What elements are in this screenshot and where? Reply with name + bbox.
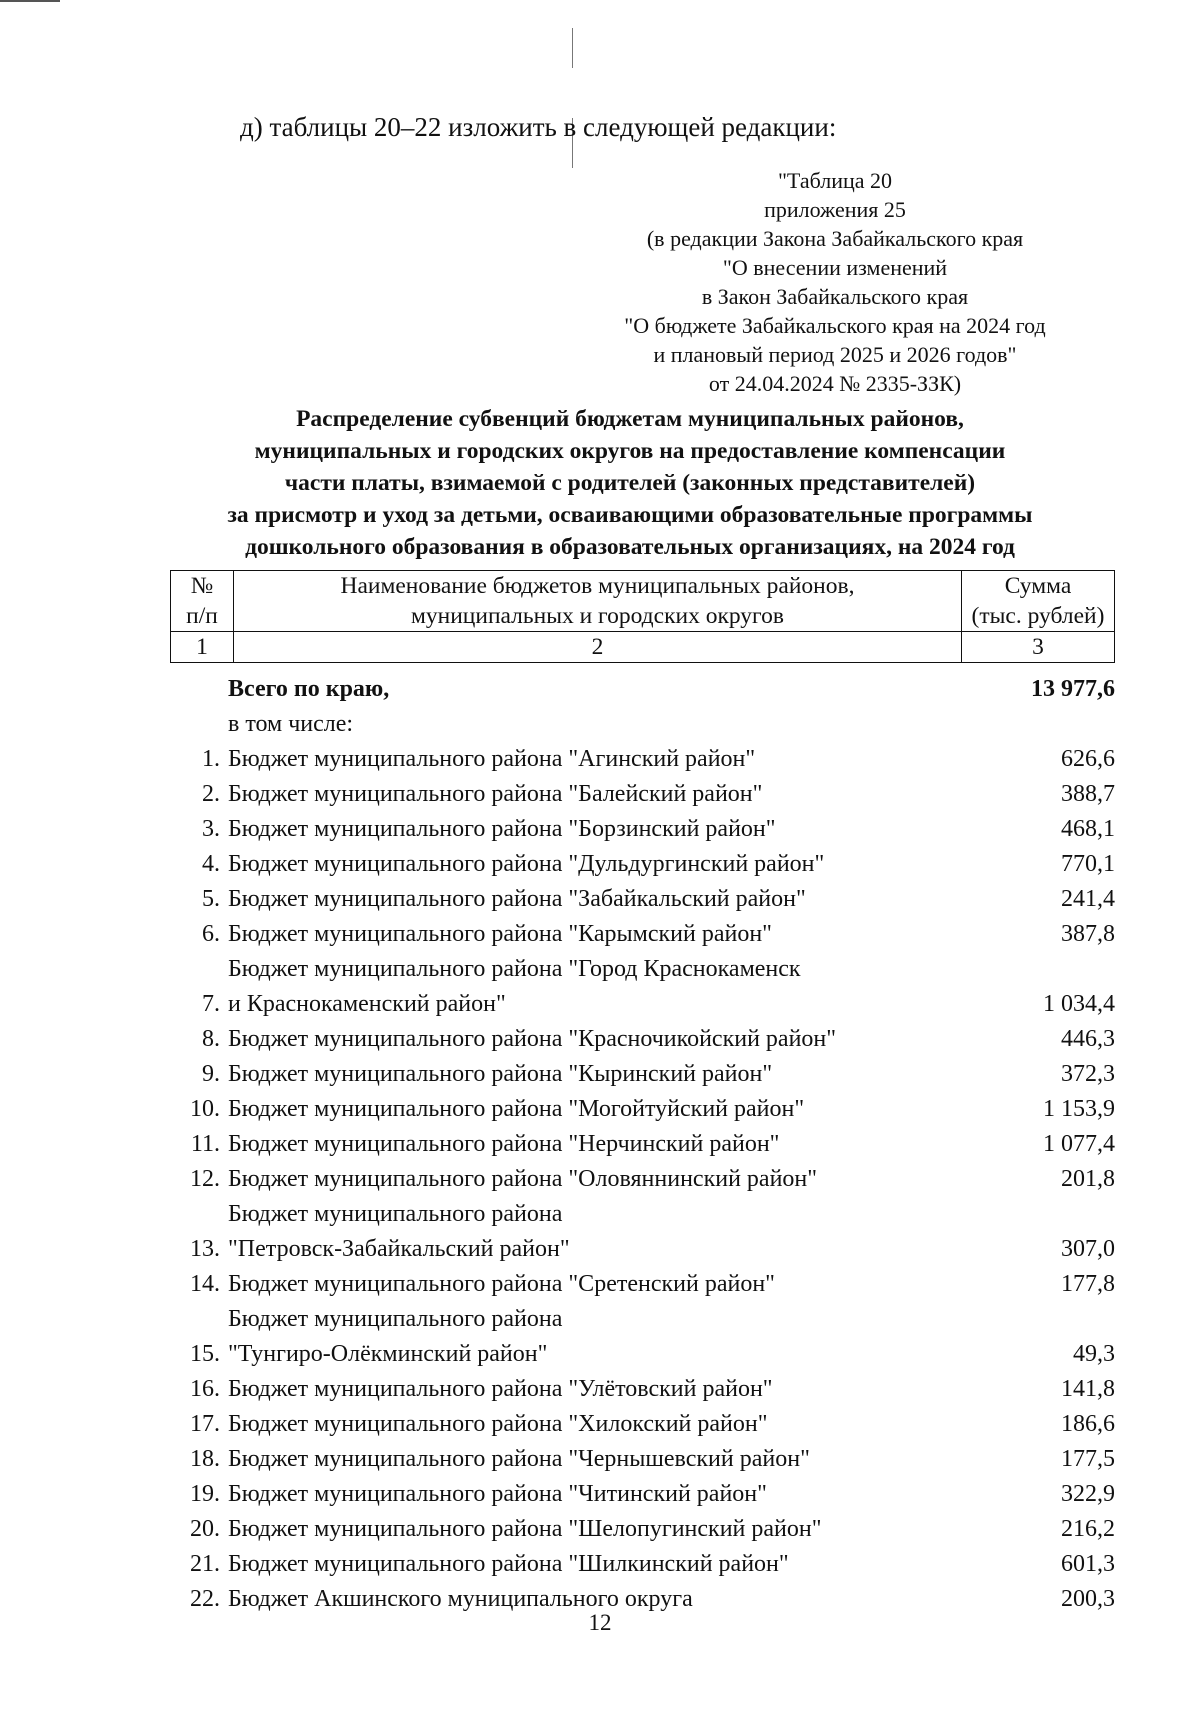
- table-row: [170, 1547, 1115, 1582]
- title-line: Распределение субвенций бюджетам муниципальных районов,: [296, 406, 964, 432]
- table-body: [170, 672, 1115, 1617]
- row-name: [228, 1302, 955, 1372]
- row-amount: 307,0: [1061, 1236, 1115, 1262]
- row-name-line: Бюджет муниципального района "Дульдургинский район": [228, 851, 825, 877]
- header-cell-number: [171, 571, 234, 632]
- intro-text: д) таблицы 20–22 изложить в следующей редакции:: [240, 112, 837, 142]
- row-amount: 177,5: [1061, 1446, 1115, 1472]
- row-amount: 770,1: [1061, 851, 1115, 877]
- row-number: 12.: [190, 1166, 220, 1192]
- row-name-line: "Петровск-Забайкальский район": [228, 1236, 570, 1262]
- table-row: [170, 1092, 1115, 1127]
- row-name: [228, 882, 955, 917]
- caption-line: и плановый период 2025 и 2026 годов": [653, 342, 1017, 367]
- row-amount: 446,3: [1061, 1026, 1115, 1052]
- row-name-line: Бюджет муниципального района "Агинский район": [228, 746, 756, 772]
- row-number: 13.: [190, 1236, 220, 1262]
- row-name: [228, 917, 955, 952]
- row-amount: 468,1: [1061, 816, 1115, 842]
- row-number: 2.: [202, 781, 220, 807]
- row-name-line: "Тунгиро-Олёкминский район": [228, 1341, 548, 1367]
- table-row: [170, 882, 1115, 917]
- header-text: №: [190, 573, 214, 599]
- row-name: [228, 1477, 955, 1512]
- row-name-line: Бюджет муниципального района "Балейский район": [228, 781, 763, 807]
- total-row: [170, 672, 1115, 707]
- column-index: 1: [171, 632, 234, 663]
- title-line: дошкольного образования в образовательных организациях, на 2024 год: [245, 534, 1015, 560]
- caption-line: "Таблица 20: [777, 168, 893, 193]
- row-amount: 626,6: [1061, 746, 1115, 772]
- row-number: 11.: [190, 1131, 220, 1157]
- header-text: муниципальных и городских округов: [411, 603, 784, 629]
- row-name-line: Бюджет муниципального района "Чернышевский район": [228, 1446, 810, 1472]
- header-cell-amount: [962, 571, 1115, 632]
- sub-label: в том числе:: [228, 711, 354, 737]
- row-number: 20.: [190, 1516, 220, 1542]
- row-amount: 601,3: [1061, 1551, 1115, 1577]
- row-name: [228, 1092, 955, 1127]
- row-name-line: Бюджет муниципального района "Хилокский район": [228, 1411, 768, 1437]
- table-row: [170, 1512, 1115, 1547]
- row-name-line: Бюджет муниципального района "Могойтуйский район": [228, 1096, 805, 1122]
- caption-line: "О бюджете Забайкальского края на 2024 год: [624, 313, 1046, 338]
- table-header: [170, 570, 1115, 663]
- row-name: [228, 1407, 955, 1442]
- row-name-line: и Краснокаменский район": [228, 991, 506, 1017]
- column-index-row: [171, 632, 1115, 663]
- row-amount: 1 153,9: [1043, 1096, 1115, 1122]
- row-amount: 387,8: [1061, 921, 1115, 947]
- row-name: [228, 1197, 955, 1267]
- document-title: [150, 403, 1110, 563]
- column-index: 2: [234, 632, 962, 663]
- row-number: 18.: [190, 1446, 220, 1472]
- row-name: [228, 1127, 955, 1162]
- row-amount: 200,3: [1061, 1586, 1115, 1612]
- total-label: Всего по краю,: [228, 676, 390, 702]
- row-name: [228, 1442, 955, 1477]
- row-name: [228, 1022, 955, 1057]
- row-amount: 1 034,4: [1043, 991, 1115, 1017]
- scan-edge-mark: [0, 0, 60, 2]
- table-row: [170, 742, 1115, 777]
- row-number: 16.: [190, 1376, 220, 1402]
- row-name: [228, 1057, 955, 1092]
- row-name-line: Бюджет муниципального района: [228, 1201, 563, 1227]
- row-name-line: Бюджет муниципального района "Шилкинский район": [228, 1551, 789, 1577]
- row-name: [228, 812, 955, 847]
- table-row: [170, 1162, 1115, 1197]
- table-row: [170, 1022, 1115, 1057]
- row-name-line: Бюджет муниципального района: [228, 1306, 563, 1332]
- row-name-line: Бюджет муниципального района "Кыринский район": [228, 1061, 773, 1087]
- row-name-line: Бюджет муниципального района "Читинский район": [228, 1481, 767, 1507]
- caption-line: в Закон Забайкальского края: [701, 284, 969, 309]
- total-amount: 13 977,6: [1031, 676, 1115, 702]
- row-name: [228, 1267, 955, 1302]
- row-name: [228, 952, 955, 1022]
- row-number: 6.: [202, 921, 220, 947]
- row-amount: 388,7: [1061, 781, 1115, 807]
- row-number: 7.: [202, 991, 220, 1017]
- caption-line: приложения 25: [764, 197, 906, 222]
- row-name: [228, 1547, 955, 1582]
- row-name-line: Бюджет муниципального района "Сретенский район": [228, 1271, 775, 1297]
- header-text: (тыс. рублей): [971, 603, 1105, 629]
- row-amount: 177,8: [1061, 1271, 1115, 1297]
- caption-line: от 24.04.2024 № 2335-ЗЗК): [708, 371, 962, 396]
- row-number: 21.: [190, 1551, 220, 1577]
- table-row: [170, 847, 1115, 882]
- caption-line: "О внесении изменений: [722, 255, 948, 280]
- caption-line: (в редакции Закона Забайкальского края: [646, 226, 1024, 251]
- row-number: 19.: [190, 1481, 220, 1507]
- row-number: 3.: [202, 816, 220, 842]
- table-row: [170, 1057, 1115, 1092]
- title-line: за присмотр и уход за детьми, осваивающими образовательные программы: [227, 502, 1033, 528]
- row-name-line: Бюджет муниципального района "Оловяннинский район": [228, 1166, 818, 1192]
- title-line: части платы, взимаемой с родителей (законных представителей): [284, 470, 976, 496]
- column-index: 3: [962, 632, 1115, 663]
- row-amount: 201,8: [1061, 1166, 1115, 1192]
- row-name-line: Бюджет муниципального района "Забайкальский район": [228, 886, 806, 912]
- row-name-line: Бюджет муниципального района "Город Краснокаменск: [228, 956, 801, 982]
- table-row: [170, 917, 1115, 952]
- table-row: [170, 1407, 1115, 1442]
- row-name: [228, 742, 955, 777]
- row-number: 22.: [190, 1586, 220, 1612]
- row-name-line: Бюджет муниципального района "Красночикойский район": [228, 1026, 837, 1052]
- title-line: муниципальных и городских округов на предоставление компенсации: [254, 438, 1006, 464]
- row-number: 15.: [190, 1341, 220, 1367]
- row-name-line: Бюджет муниципального района "Борзинский район": [228, 816, 776, 842]
- row-amount: 216,2: [1061, 1516, 1115, 1542]
- row-name-line: Бюджет Акшинского муниципального округа: [228, 1586, 693, 1612]
- row-amount: 372,3: [1061, 1061, 1115, 1087]
- row-number: 10.: [190, 1096, 220, 1122]
- table-row: [170, 1127, 1115, 1162]
- header-text: Наименование бюджетов муниципальных районов,: [340, 573, 855, 599]
- row-name: [228, 1372, 955, 1407]
- row-name-line: Бюджет муниципального района "Улётовский район": [228, 1376, 773, 1402]
- row-number: 5.: [202, 886, 220, 912]
- row-name: [228, 1162, 955, 1197]
- row-amount: 49,3: [1073, 1341, 1115, 1367]
- table-row: [170, 1442, 1115, 1477]
- row-name: [228, 1512, 955, 1547]
- table-row: [170, 1477, 1115, 1512]
- row-amount: 322,9: [1061, 1481, 1115, 1507]
- row-amount: 186,6: [1061, 1411, 1115, 1437]
- row-number: 8.: [202, 1026, 220, 1052]
- scan-line-mark: [572, 28, 573, 68]
- row-name-line: Бюджет муниципального района "Карымский район": [228, 921, 772, 947]
- table-row: [170, 812, 1115, 847]
- row-amount: 1 077,4: [1043, 1131, 1115, 1157]
- header-cell-name: [234, 571, 962, 632]
- table-row: [170, 1197, 1115, 1267]
- row-name-line: Бюджет муниципального района "Шелопугинский район": [228, 1516, 822, 1542]
- page-number: 12: [588, 1610, 612, 1635]
- row-name-line: Бюджет муниципального района "Нерчинский район": [228, 1131, 780, 1157]
- table-row: [170, 952, 1115, 1022]
- row-number: 4.: [202, 851, 220, 877]
- table-row: [170, 777, 1115, 812]
- table-row: [170, 1267, 1115, 1302]
- row-name: [228, 777, 955, 812]
- row-name: [228, 847, 955, 882]
- header-text: п/п: [186, 603, 218, 629]
- row-number: 17.: [190, 1411, 220, 1437]
- row-amount: 241,4: [1061, 886, 1115, 912]
- row-number: 14.: [190, 1271, 220, 1297]
- subtotal-label-row: [170, 707, 1115, 742]
- header-row: [171, 571, 1115, 632]
- row-number: 9.: [202, 1061, 220, 1087]
- row-amount: 141,8: [1061, 1376, 1115, 1402]
- row-number: 1.: [202, 746, 220, 772]
- header-text: Сумма: [1004, 573, 1072, 599]
- table-row: [170, 1302, 1115, 1372]
- table-row: [170, 1372, 1115, 1407]
- table-caption: [560, 166, 1110, 398]
